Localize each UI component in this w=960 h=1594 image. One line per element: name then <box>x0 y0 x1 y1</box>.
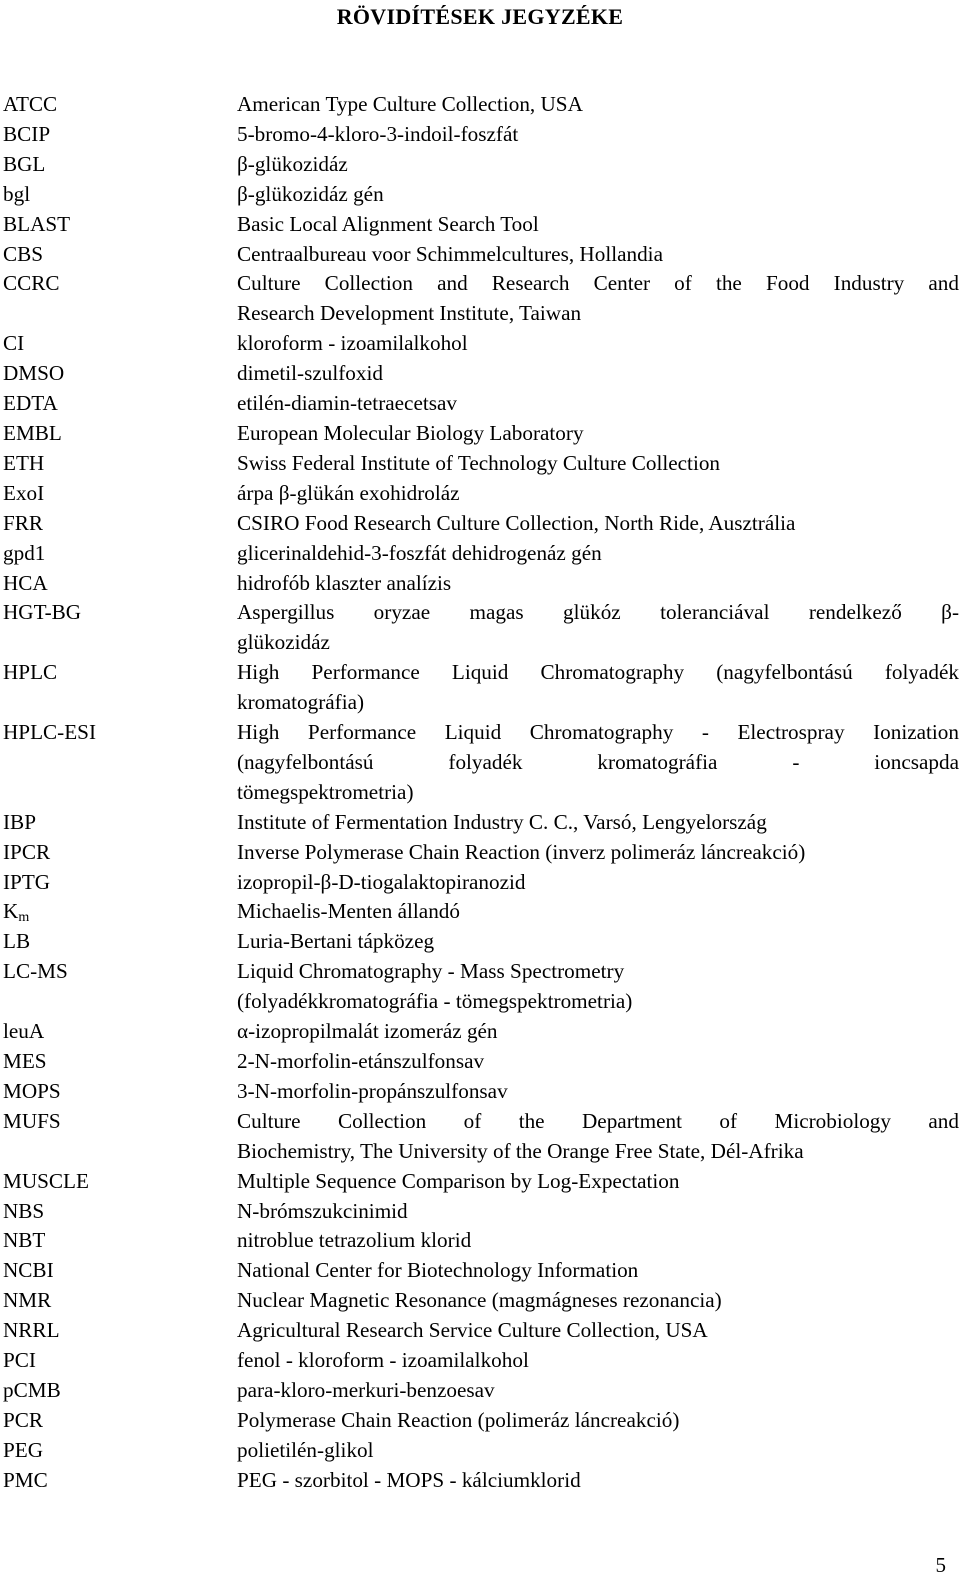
definition-line: Biochemistry, The University of the Orange Free State, Dél-Afrika <box>237 1138 804 1163</box>
abbreviation-definition <box>237 449 959 479</box>
abbreviation-term-text: MES <box>3 1049 47 1073</box>
abbreviation-definition <box>237 927 959 957</box>
abbreviation-term <box>0 927 237 957</box>
abbreviation-term-text: NMR <box>3 1288 52 1313</box>
abbreviation-term-text: EMBL <box>3 420 62 445</box>
abbreviation-entry <box>0 359 960 389</box>
definition-line: Centraalbureau voor Schimmelcultures, Hollandia <box>237 241 663 266</box>
abbreviation-term <box>0 838 237 868</box>
definition-line: nitroblue tetrazolium klorid <box>237 1228 472 1253</box>
abbreviation-entry <box>0 509 960 539</box>
abbreviation-term <box>0 897 237 927</box>
abbreviation-definition <box>237 419 959 449</box>
abbreviation-entry <box>0 479 960 509</box>
abbreviation-term <box>0 1286 237 1316</box>
abbreviation-term-text: BLAST <box>3 211 71 236</box>
definition-line: Agricultural Research Service Culture Collection, USA <box>237 1318 708 1343</box>
abbreviation-entry <box>0 1316 960 1346</box>
definition-line: β-glükozidáz gén <box>237 181 384 206</box>
abbreviation-entry <box>0 868 960 898</box>
abbreviation-term-text: HGT-BG <box>3 600 82 625</box>
definition-line: High Performance Liquid Chromatography (nagyfelbontású folyadék <box>237 660 959 685</box>
definition-line: etilén-diamin-tetraecetsav <box>237 391 457 416</box>
definition-line: dimetil-szulfoxid <box>237 361 383 386</box>
abbreviation-definition <box>237 120 959 150</box>
abbreviation-entry <box>0 120 960 150</box>
abbreviation-term-text: IPCR <box>3 839 51 864</box>
abbreviation-entry <box>0 1466 960 1496</box>
definition-line: Aspergillus oryzae magas glükóz toleranciával rendelkező β- <box>237 600 959 625</box>
abbreviation-term <box>0 1047 237 1077</box>
abbreviation-definition <box>237 957 959 1017</box>
definition-line: tömegspektrometria) <box>237 779 414 804</box>
abbreviation-term <box>0 1316 237 1346</box>
definition-line: European Molecular Biology Laboratory <box>237 420 584 445</box>
definition-line: Multiple Sequence Comparison by Log-Expectation <box>237 1168 680 1193</box>
abbreviation-entry <box>0 1197 960 1227</box>
abbreviation-term-text: MUSCLE <box>3 1168 89 1193</box>
abbreviation-term-text: NCBI <box>3 1258 54 1283</box>
abbreviation-term <box>0 180 237 210</box>
abbreviation-term-text: PEG <box>3 1437 44 1462</box>
abbreviation-term <box>0 240 237 270</box>
abbreviation-definition <box>237 90 959 120</box>
abbreviation-definition <box>237 509 959 539</box>
abbreviation-entry <box>0 718 960 808</box>
abbreviation-term <box>0 1167 237 1197</box>
abbreviation-term <box>0 1077 237 1107</box>
abbreviation-definition <box>237 210 959 240</box>
abbreviation-entry <box>0 329 960 359</box>
definition-line: (nagyfelbontású folyadék kromatográfia - ioncsapda <box>237 749 959 774</box>
abbreviation-entry <box>0 569 960 599</box>
abbreviation-term <box>0 150 237 180</box>
abbreviation-subscript: m <box>18 910 30 926</box>
abbreviation-entry <box>0 897 960 927</box>
abbreviation-definition <box>237 1226 959 1256</box>
abbreviation-entry <box>0 389 960 419</box>
abbreviation-term <box>0 868 237 898</box>
abbreviation-term-text: pCMB <box>3 1377 61 1402</box>
abbreviation-term <box>0 718 237 808</box>
abbreviation-entry <box>0 1436 960 1466</box>
abbreviation-term-text: MOPS <box>3 1078 61 1103</box>
abbreviation-term-text: NBT <box>3 1228 46 1253</box>
abbreviation-entry <box>0 1256 960 1286</box>
definition-line: para-kloro-merkuri-benzoesav <box>237 1377 495 1402</box>
abbreviation-definition <box>237 180 959 210</box>
abbreviation-term <box>0 90 237 120</box>
definition-line: Polymerase Chain Reaction (polimeráz láncreakció) <box>237 1407 680 1432</box>
definition-line: Nuclear Magnetic Resonance (magmágneses rezonancia) <box>237 1288 722 1313</box>
abbreviation-definition <box>237 539 959 569</box>
abbreviation-term-text: leuA <box>3 1019 45 1044</box>
abbreviation-definition <box>237 269 959 329</box>
abbreviation-entry <box>0 1376 960 1406</box>
abbreviation-term <box>0 808 237 838</box>
abbreviation-definition <box>237 868 959 898</box>
definition-line: kloroform - izoamilalkohol <box>237 331 468 356</box>
definition-line: β-glükozidáz <box>237 151 348 176</box>
abbreviation-entry <box>0 1226 960 1256</box>
definition-line: Research Development Institute, Taiwan <box>237 301 582 326</box>
abbreviation-entry <box>0 449 960 479</box>
abbreviation-term <box>0 1107 237 1167</box>
definition-line: kromatográfia) <box>237 690 365 715</box>
abbreviation-term-text: FRR <box>3 510 44 535</box>
abbreviation-entry <box>0 150 960 180</box>
abbreviation-entry <box>0 1047 960 1077</box>
abbreviation-term <box>0 120 237 150</box>
abbreviation-term-text: K <box>3 899 19 924</box>
definition-line: izopropil-β-D-tiogalaktopiranozid <box>237 869 526 894</box>
definition-line: Swiss Federal Institute of Technology Culture Collection <box>237 450 721 475</box>
abbreviation-definition <box>237 150 959 180</box>
abbreviation-definition <box>237 838 959 868</box>
abbreviation-term <box>0 210 237 240</box>
abbreviation-term <box>0 1466 237 1496</box>
definition-line: Institute of Fermentation Industry C. C., Varsó, Lengyelország <box>237 809 767 834</box>
abbreviation-definition <box>237 1017 959 1047</box>
abbreviation-entry <box>0 1107 960 1167</box>
definition-line: National Center for Biotechnology Information <box>237 1258 639 1283</box>
definition-line: PEG - szorbitol - MOPS - kálciumklorid <box>237 1467 581 1492</box>
abbreviation-definition <box>237 1406 959 1436</box>
abbreviation-term-text: LB <box>3 929 31 954</box>
abbreviation-term <box>0 1197 237 1227</box>
abbreviation-definition <box>237 1256 959 1286</box>
abbreviation-term-text: LC-MS <box>3 959 68 984</box>
abbreviation-entry <box>0 957 960 1017</box>
abbreviation-definition <box>237 1346 959 1376</box>
abbreviation-definition <box>237 569 959 599</box>
abbreviation-term <box>0 1406 237 1436</box>
definition-line: 3-N-morfolin-propánszulfonsav <box>237 1078 508 1103</box>
abbreviation-entry <box>0 1167 960 1197</box>
abbreviation-definition <box>237 1286 959 1316</box>
abbreviation-term-text: MUFS <box>3 1108 61 1133</box>
abbreviation-definition <box>237 1197 959 1227</box>
abbreviation-term-text: PCI <box>3 1348 36 1373</box>
abbreviation-term <box>0 1436 237 1466</box>
definition-line: hidrofób klaszter analízis <box>237 570 452 595</box>
definition-line: glicerinaldehid-3-foszfát dehidrogenáz gén <box>237 540 602 565</box>
abbreviation-entry <box>0 1286 960 1316</box>
definition-line: Basic Local Alignment Search Tool <box>237 211 539 236</box>
abbreviation-definition <box>237 359 959 389</box>
definition-line: Culture Collection of the Department of Microbiology and <box>237 1108 959 1133</box>
abbreviation-term-text: ETH <box>3 450 45 475</box>
abbreviation-term-text: gpd1 <box>3 540 46 565</box>
abbreviation-entry <box>0 598 960 658</box>
abbreviation-term <box>0 1376 237 1406</box>
abbreviation-entry <box>0 1017 960 1047</box>
abbreviation-term <box>0 1017 237 1047</box>
abbreviation-entry <box>0 240 960 270</box>
abbreviation-term-text: ExoI <box>3 480 45 505</box>
abbreviation-term-text: CBS <box>3 241 44 266</box>
abbreviation-definition <box>237 1167 959 1197</box>
abbreviation-definition <box>237 479 959 509</box>
abbreviation-term-text: BGL <box>3 151 46 176</box>
abbreviation-definition <box>237 808 959 838</box>
abbreviation-definition <box>237 1436 959 1466</box>
definition-line: (folyadékkromatográfia - tömegspektrometria) <box>237 989 633 1014</box>
abbreviation-term-text: IPTG <box>3 869 51 894</box>
abbreviation-term <box>0 479 237 509</box>
definition-line: American Type Culture Collection, USA <box>237 92 583 116</box>
abbreviation-term <box>0 509 237 539</box>
abbreviation-term-text: NBS <box>3 1198 45 1223</box>
abbreviation-term <box>0 449 237 479</box>
definition-line: 2-N-morfolin-etánszulfonsav <box>237 1049 485 1073</box>
abbreviation-definition <box>237 658 959 718</box>
definition-line: glükozidáz <box>237 630 330 655</box>
definition-line: polietilén-glikol <box>237 1437 374 1462</box>
definition-line: Inverse Polymerase Chain Reaction (inverz polimeráz láncreakció) <box>237 839 806 864</box>
abbreviation-term-text: DMSO <box>3 361 65 386</box>
abbreviation-term <box>0 658 237 718</box>
abbreviation-term <box>0 1226 237 1256</box>
abbreviation-term-text: bgl <box>3 181 31 206</box>
abbreviation-term-text: CCRC <box>3 271 60 296</box>
abbreviation-definition <box>237 1107 959 1167</box>
abbreviation-entry <box>0 658 960 718</box>
abbreviation-definition <box>237 389 959 419</box>
abbreviation-term <box>0 539 237 569</box>
abbreviation-definition <box>237 1077 959 1107</box>
abbreviation-entry <box>0 210 960 240</box>
definition-line: N-brómszukcinimid <box>237 1198 408 1223</box>
definition-line: High Performance Liquid Chromatography - Electrospray Ionization <box>237 720 959 745</box>
abbreviation-entry <box>0 419 960 449</box>
abbreviation-entry <box>0 1406 960 1436</box>
abbreviation-term-text: HPLC <box>3 660 58 685</box>
abbreviation-entry <box>0 838 960 868</box>
definition-line: Culture Collection and Research Center of the Food Industry and <box>237 271 959 296</box>
abbreviation-definition <box>237 897 959 927</box>
abbreviation-entry <box>0 1077 960 1107</box>
abbreviation-entry <box>0 269 960 329</box>
abbreviation-term-text: HCA <box>3 570 48 595</box>
page-number: 5 <box>935 1553 946 1577</box>
abbreviation-term <box>0 329 237 359</box>
definition-line: árpa β-glükán exohidroláz <box>237 480 460 505</box>
abbreviation-term-text: HPLC-ESI <box>3 720 96 745</box>
abbreviation-term <box>0 419 237 449</box>
definition-line: Luria-Bertani tápközeg <box>237 929 435 954</box>
abbreviation-term-text: IBP <box>3 809 36 834</box>
abbreviation-definition <box>237 1316 959 1346</box>
definition-line: α-izopropilmalát izomeráz gén <box>237 1019 498 1044</box>
definition-line: fenol - kloroform - izoamilalkohol <box>237 1348 529 1373</box>
abbreviation-list <box>0 90 960 1496</box>
abbreviation-entry <box>0 927 960 957</box>
abbreviation-term-text: NRRL <box>3 1318 60 1343</box>
definition-line: CSIRO Food Research Culture Collection, North Ride, Ausztrália <box>237 510 796 535</box>
definition-line: Liquid Chromatography - Mass Spectrometry <box>237 959 625 984</box>
abbreviation-definition <box>237 1376 959 1406</box>
abbreviation-term-text: PMC <box>3 1467 48 1492</box>
abbreviation-term <box>0 389 237 419</box>
abbreviation-entry <box>0 90 960 120</box>
abbreviation-definition <box>237 598 959 658</box>
abbreviation-term <box>0 1256 237 1286</box>
abbreviation-term-text: ATCC <box>3 92 58 116</box>
abbreviation-term <box>0 359 237 389</box>
abbreviation-entry <box>0 808 960 838</box>
definition-line: Michaelis-Menten állandó <box>237 899 460 924</box>
abbreviation-entry <box>0 180 960 210</box>
abbreviation-term <box>0 269 237 329</box>
abbreviation-entry <box>0 1346 960 1376</box>
abbreviation-definition <box>237 1466 959 1496</box>
abbreviation-definition <box>237 329 959 359</box>
abbreviation-term-text: PCR <box>3 1407 44 1432</box>
abbreviation-entry <box>0 539 960 569</box>
abbreviation-term-text: EDTA <box>3 391 58 416</box>
abbreviation-definition <box>237 1047 959 1077</box>
abbreviation-term <box>0 598 237 658</box>
page-title: RÖVIDÍTÉSEK JEGYZÉKE <box>336 4 624 29</box>
abbreviation-definition <box>237 240 959 270</box>
abbreviation-term <box>0 957 237 1017</box>
abbreviation-term <box>0 1346 237 1376</box>
abbreviation-term-text: CI <box>3 331 25 356</box>
abbreviation-term <box>0 569 237 599</box>
abbreviation-term-text: BCIP <box>3 121 51 146</box>
abbreviation-definition <box>237 718 959 808</box>
definition-line: 5-bromo-4-kloro-3-indoil-foszfát <box>237 121 519 146</box>
